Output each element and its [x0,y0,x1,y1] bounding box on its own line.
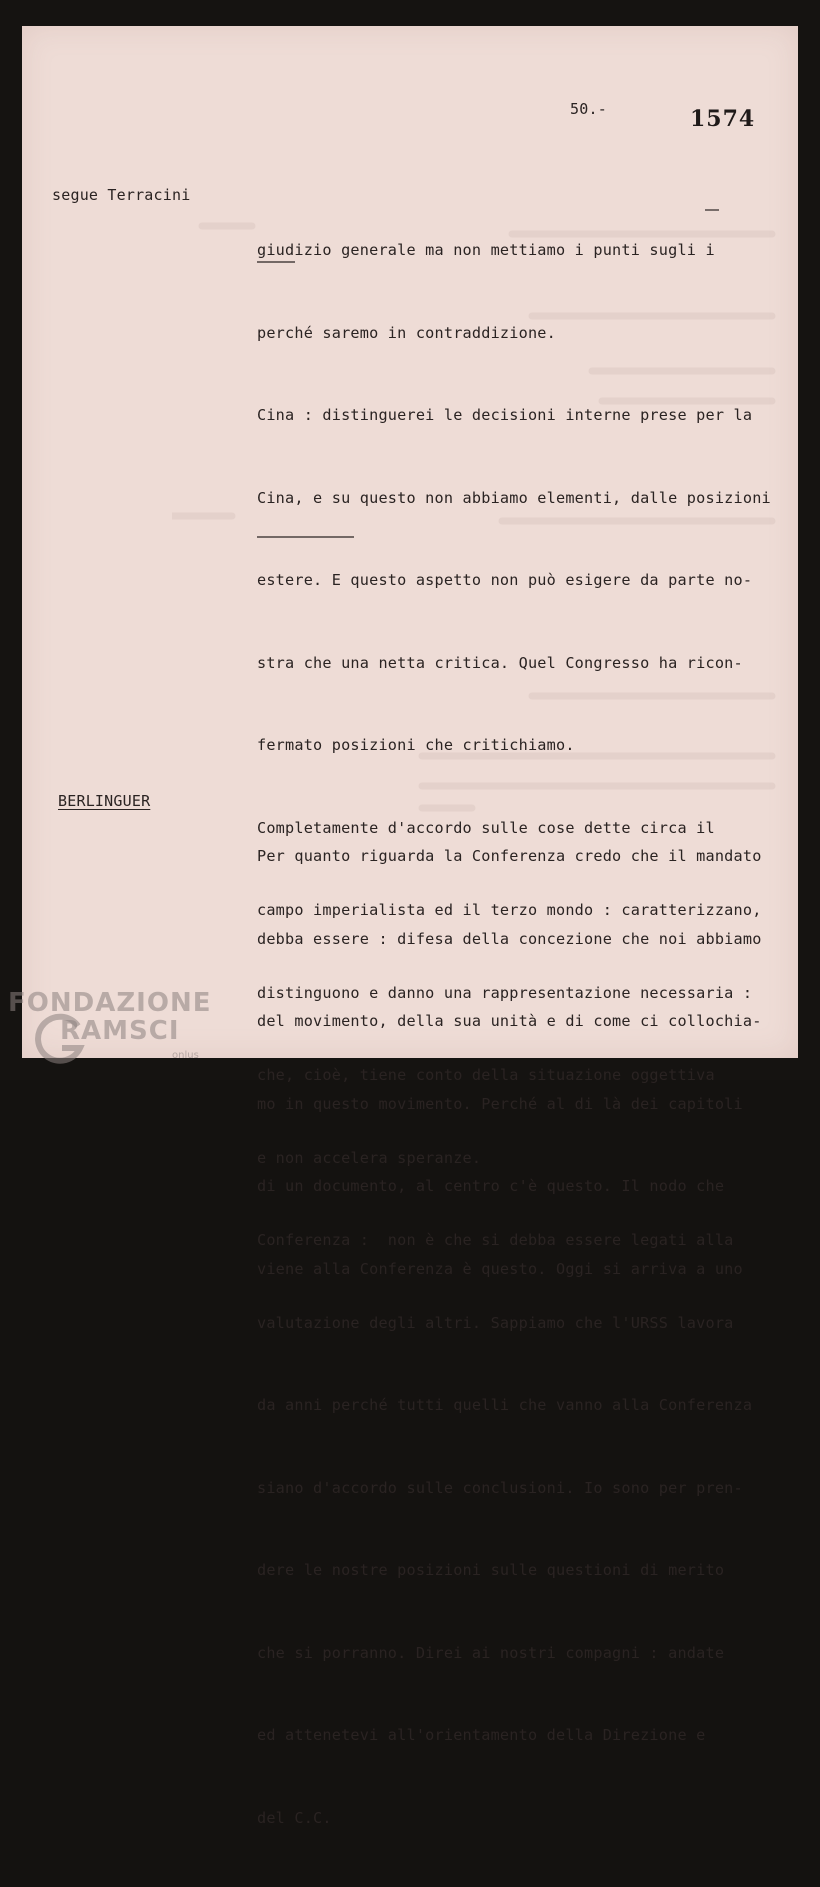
speech-text [257,788,787,1338]
speaker-label: BERLINGUER [58,792,151,810]
text-line: Conferenza : non è che si debba essere legati alla [257,1231,734,1249]
text-line: dere le nostre posizioni sulle questioni di merito [257,1561,725,1579]
text-line: viene alla Conferenza è questo. Oggi si arriva a uno [257,1259,743,1278]
text-line: da anni perché tutti quelli che vanno alla Conferenza [257,1396,753,1414]
text-line: distinguono e danno una rappresentazione necessaria : [257,983,753,1002]
text-line: e non accelera speranze. [257,1148,482,1167]
text-line: valutazione degli altri. Sappiamo che l'URSS lavora [257,1313,734,1332]
text-line: del movimento, della sua unità e di come ci collochia- [257,1012,762,1030]
watermark-line1: FONDAZIONE [8,988,212,1018]
text-line: perché saremo in contraddizione. [257,323,556,342]
text-line: Completamente d'accordo sulle cose dette circa il [257,818,715,837]
text-line: debba essere : difesa della concezione che noi abbiamo [257,929,762,948]
text-line: di un documento, al centro c'è questo. Il nodo che [257,1177,725,1195]
text-line: campo imperialista ed il terzo mondo : caratterizzano, [257,901,762,919]
text-line: fermato posizioni che critichiamo. [257,736,575,754]
watermark-line2: RAMSCI [60,1016,180,1046]
text-line: stra che una netta critica. Quel Congresso ha ricon- [257,653,743,672]
text-line: Per quanto riguarda la Conferenza credo che il mandato [257,847,762,865]
text-line: estere. E questo aspetto non può esigere da parte no- [257,571,753,589]
page-number: 1574 [690,106,756,132]
watermark-logo [4,988,212,1078]
sheet-label: 50.- [570,100,607,118]
text-line: siano d'accordo sulle conclusioni. Io sono per pren- [257,1478,743,1497]
text-line: ed attenetevi all'orientamento della Direzione e [257,1726,706,1744]
text-line: mo in questo movimento. Perché al di là dei capitoli [257,1094,743,1113]
text-line: che, cioè, tiene conto della situazione oggettiva [257,1066,715,1084]
text-line: del C.C. [257,1808,332,1827]
text-line: Cina : distinguerei le decisioni interne prese per la [257,406,753,424]
document-page [22,26,798,1827]
speaker-label: segue Terracini [52,186,191,204]
text-line: che si porranno. Direi ai nostri compagni : andate [257,1643,725,1662]
watermark-suffix: onlus [172,1050,199,1061]
text-line: giudizio generale ma non mettiamo i punti sugli i [257,241,715,259]
text-line: Cina, e su questo non abbiamo elementi, dalle posizioni [257,488,771,507]
